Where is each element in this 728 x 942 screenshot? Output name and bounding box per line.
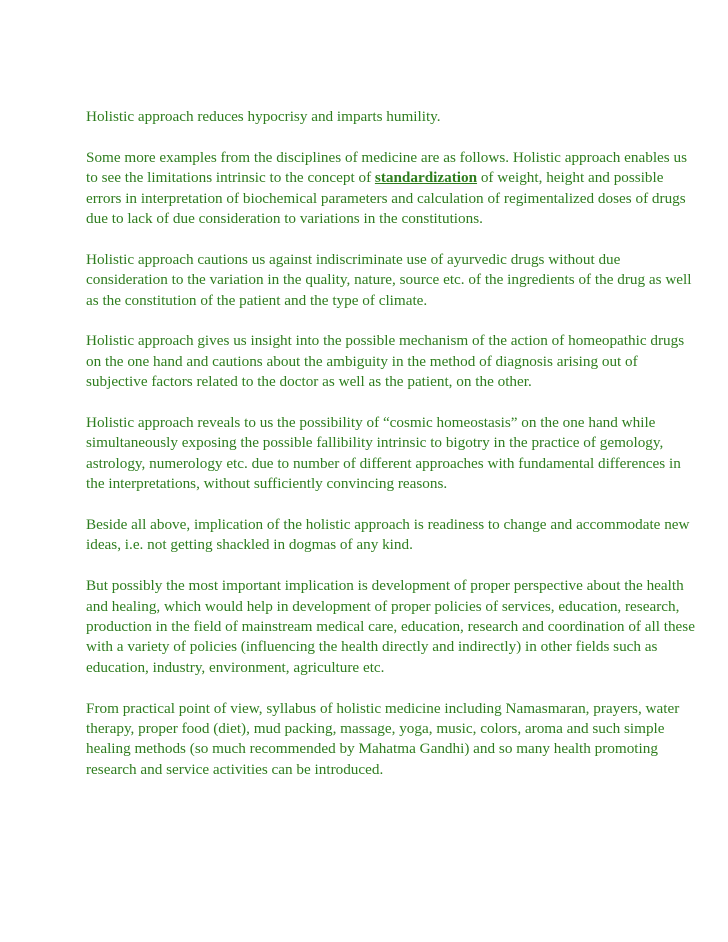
paragraph-humility: Holistic approach reduces hypocrisy and imparts humility.	[86, 108, 441, 125]
paragraph-medicine-examples	[86, 148, 698, 230]
paragraph-practical-syllabus: From practical point of view, syllabus of holistic medicine including Namasmaran, prayers, water therapy, proper food (diet), mud packing, massage, yoga, music, colors, aroma and such simple healing methods (so much recommended by Mahatma Gandhi) and so many health promoting research and service activities can be introduced.	[86, 699, 680, 778]
document-body	[86, 107, 698, 780]
paragraph-proper-perspective: But possibly the most important implication is development of proper perspective about the health and healing, which would help in development of proper policies of services, education, research, production in the field of mainstream medical care, education, research and coordination of all these with a variety of policies (influencing the health directly and indirectly) in other fields such as education, industry, environment, agriculture etc.	[86, 577, 695, 676]
paragraph-medicine-examples-text-after: of weight, height and possible errors in interpretation of biochemical parameters and calculation of regimentalized doses of drugs due to lack of due consideration to variations in the constitutions.	[86, 169, 686, 228]
paragraph-cosmic-homeostasis: Holistic approach reveals to us the possibility of “cosmic homeostasis” on the one hand while simultaneously exposing the possible fallibility intrinsic to bigotry in the practice of gemology, astrology, numerology etc. due to number of different approaches with fundamental differences in the interpretations, without sufficiently convincing reasons.	[86, 414, 681, 493]
paragraph-ayurvedic-drugs: Holistic approach cautions us against indiscriminate use of ayurvedic drugs without due consideration to the variation in the quality, nature, source etc. of the ingredients of the drug as well as the constitution of the patient and the type of climate.	[86, 250, 692, 309]
standardization-link[interactable]: standardization	[374, 169, 478, 187]
paragraph-readiness-to-change: Beside all above, implication of the holistic approach is readiness to change and accommodate new ideas, i.e. not getting shackled in dogmas of any kind.	[86, 516, 690, 554]
paragraph-homeopathic-drugs: Holistic approach gives us insight into the possible mechanism of the action of homeopathic drugs on the one hand and cautions about the ambiguity in the method of diagnosis arising out of subjective factors related to the doctor as well as the patient, on the other.	[86, 332, 685, 391]
paragraph-medicine-examples-text-before: Some more examples from the disciplines of medicine are as follows. Holistic approach enables us to see the limitations intrinsic to the concept of	[86, 148, 688, 187]
